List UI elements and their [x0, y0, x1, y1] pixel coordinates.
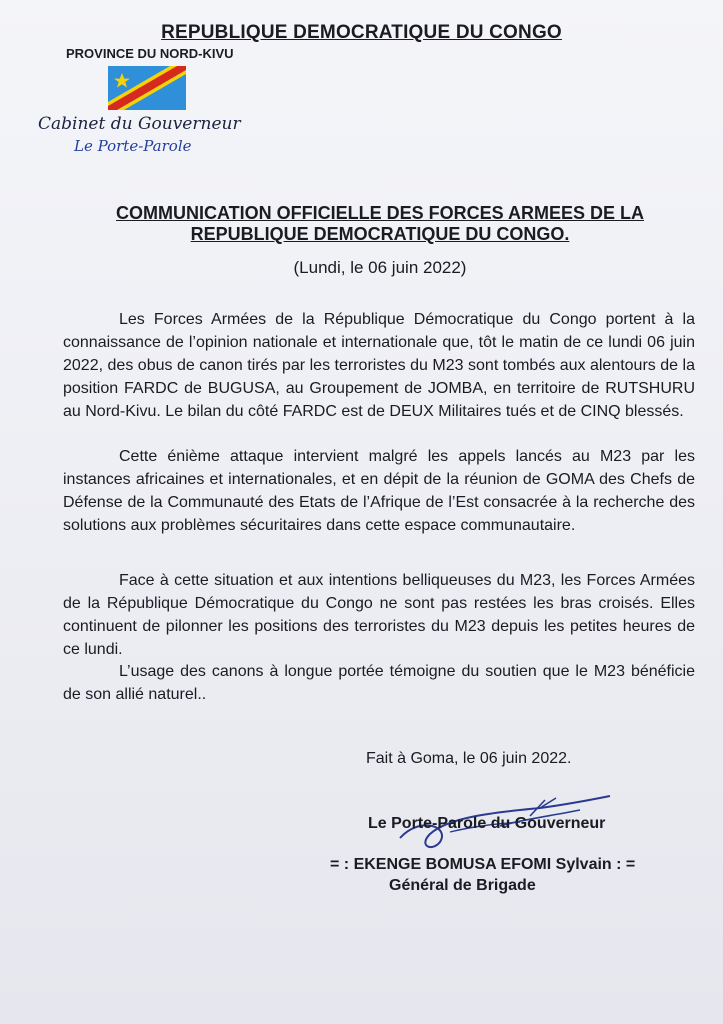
body-paragraph-1 — [63, 308, 695, 447]
paragraph-text: Les Forces Armées de la République Démocratique du Congo portent à la connaissance de l’opinion nationale et internationale que, tôt le matin de ce lundi 06 juin 2022, des obus de canon tirés par les terroristes du M23 sont tombés aux alentours de la position FARDC de BUGUSA, au Groupement de JOMBA, en territoire de RUTSHURU au Nord-Kivu. Le bilan du côté FARDC est de DEUX Militaires tués et de CINQ blessés. — [63, 311, 695, 420]
communication-title — [60, 203, 700, 245]
province-label: PROVINCE DU NORD-KIVU — [66, 46, 234, 61]
place-date: Fait à Goma, le 06 juin 2022. — [366, 750, 572, 767]
paragraph-text: Cette énième attaque intervient malgré les appels lancés au M23 par les instances africaines et internationales, et en dépit de la réunion de GOMA des Chefs de Défense de la Communauté des Etats de l’Afrique de l’Est consacrée à la recherche des solutions aux problèmes sécuritaires dans cette espace communautaire. — [63, 448, 695, 534]
paragraph-text: L’usage des canons à longue portée témoigne du soutien que le M23 bénéficie de son allié naturel.. — [63, 663, 695, 703]
body-paragraph-4 — [63, 660, 695, 730]
signer-name: = : EKENGE BOMUSA EFOMI Sylvain : = — [330, 856, 636, 873]
country-title: REPUBLIQUE DEMOCRATIQUE DU CONGO — [161, 22, 562, 43]
porte-parole-label: Le Porte-Parole — [74, 137, 192, 155]
communication-title-line-2: REPUBLIQUE DEMOCRATIQUE DU CONGO. — [190, 224, 570, 244]
body-paragraph-2 — [63, 445, 695, 561]
communication-date: (Lundi, le 06 juin 2022) — [293, 258, 467, 277]
signer-title: Le Porte-Parole du Gouverneur — [368, 815, 606, 832]
signer-rank: Général de Brigade — [389, 877, 536, 894]
paragraph-text: Face à cette situation et aux intentions belliqueuses du M23, les Forces Armées de la République Démocratique du Congo ne sont pas restées les bras croisés. Elles continuent de pilonner les positions des terroristes du M23 depuis les petites heures de ce lundi. — [63, 572, 695, 658]
communication-title-line-1: COMMUNICATION OFFICIELLE DES FORCES ARMEES DE LA — [115, 203, 644, 223]
cabinet-label: Cabinet du Gouverneur — [38, 114, 241, 134]
drc-flag-icon — [108, 66, 186, 110]
